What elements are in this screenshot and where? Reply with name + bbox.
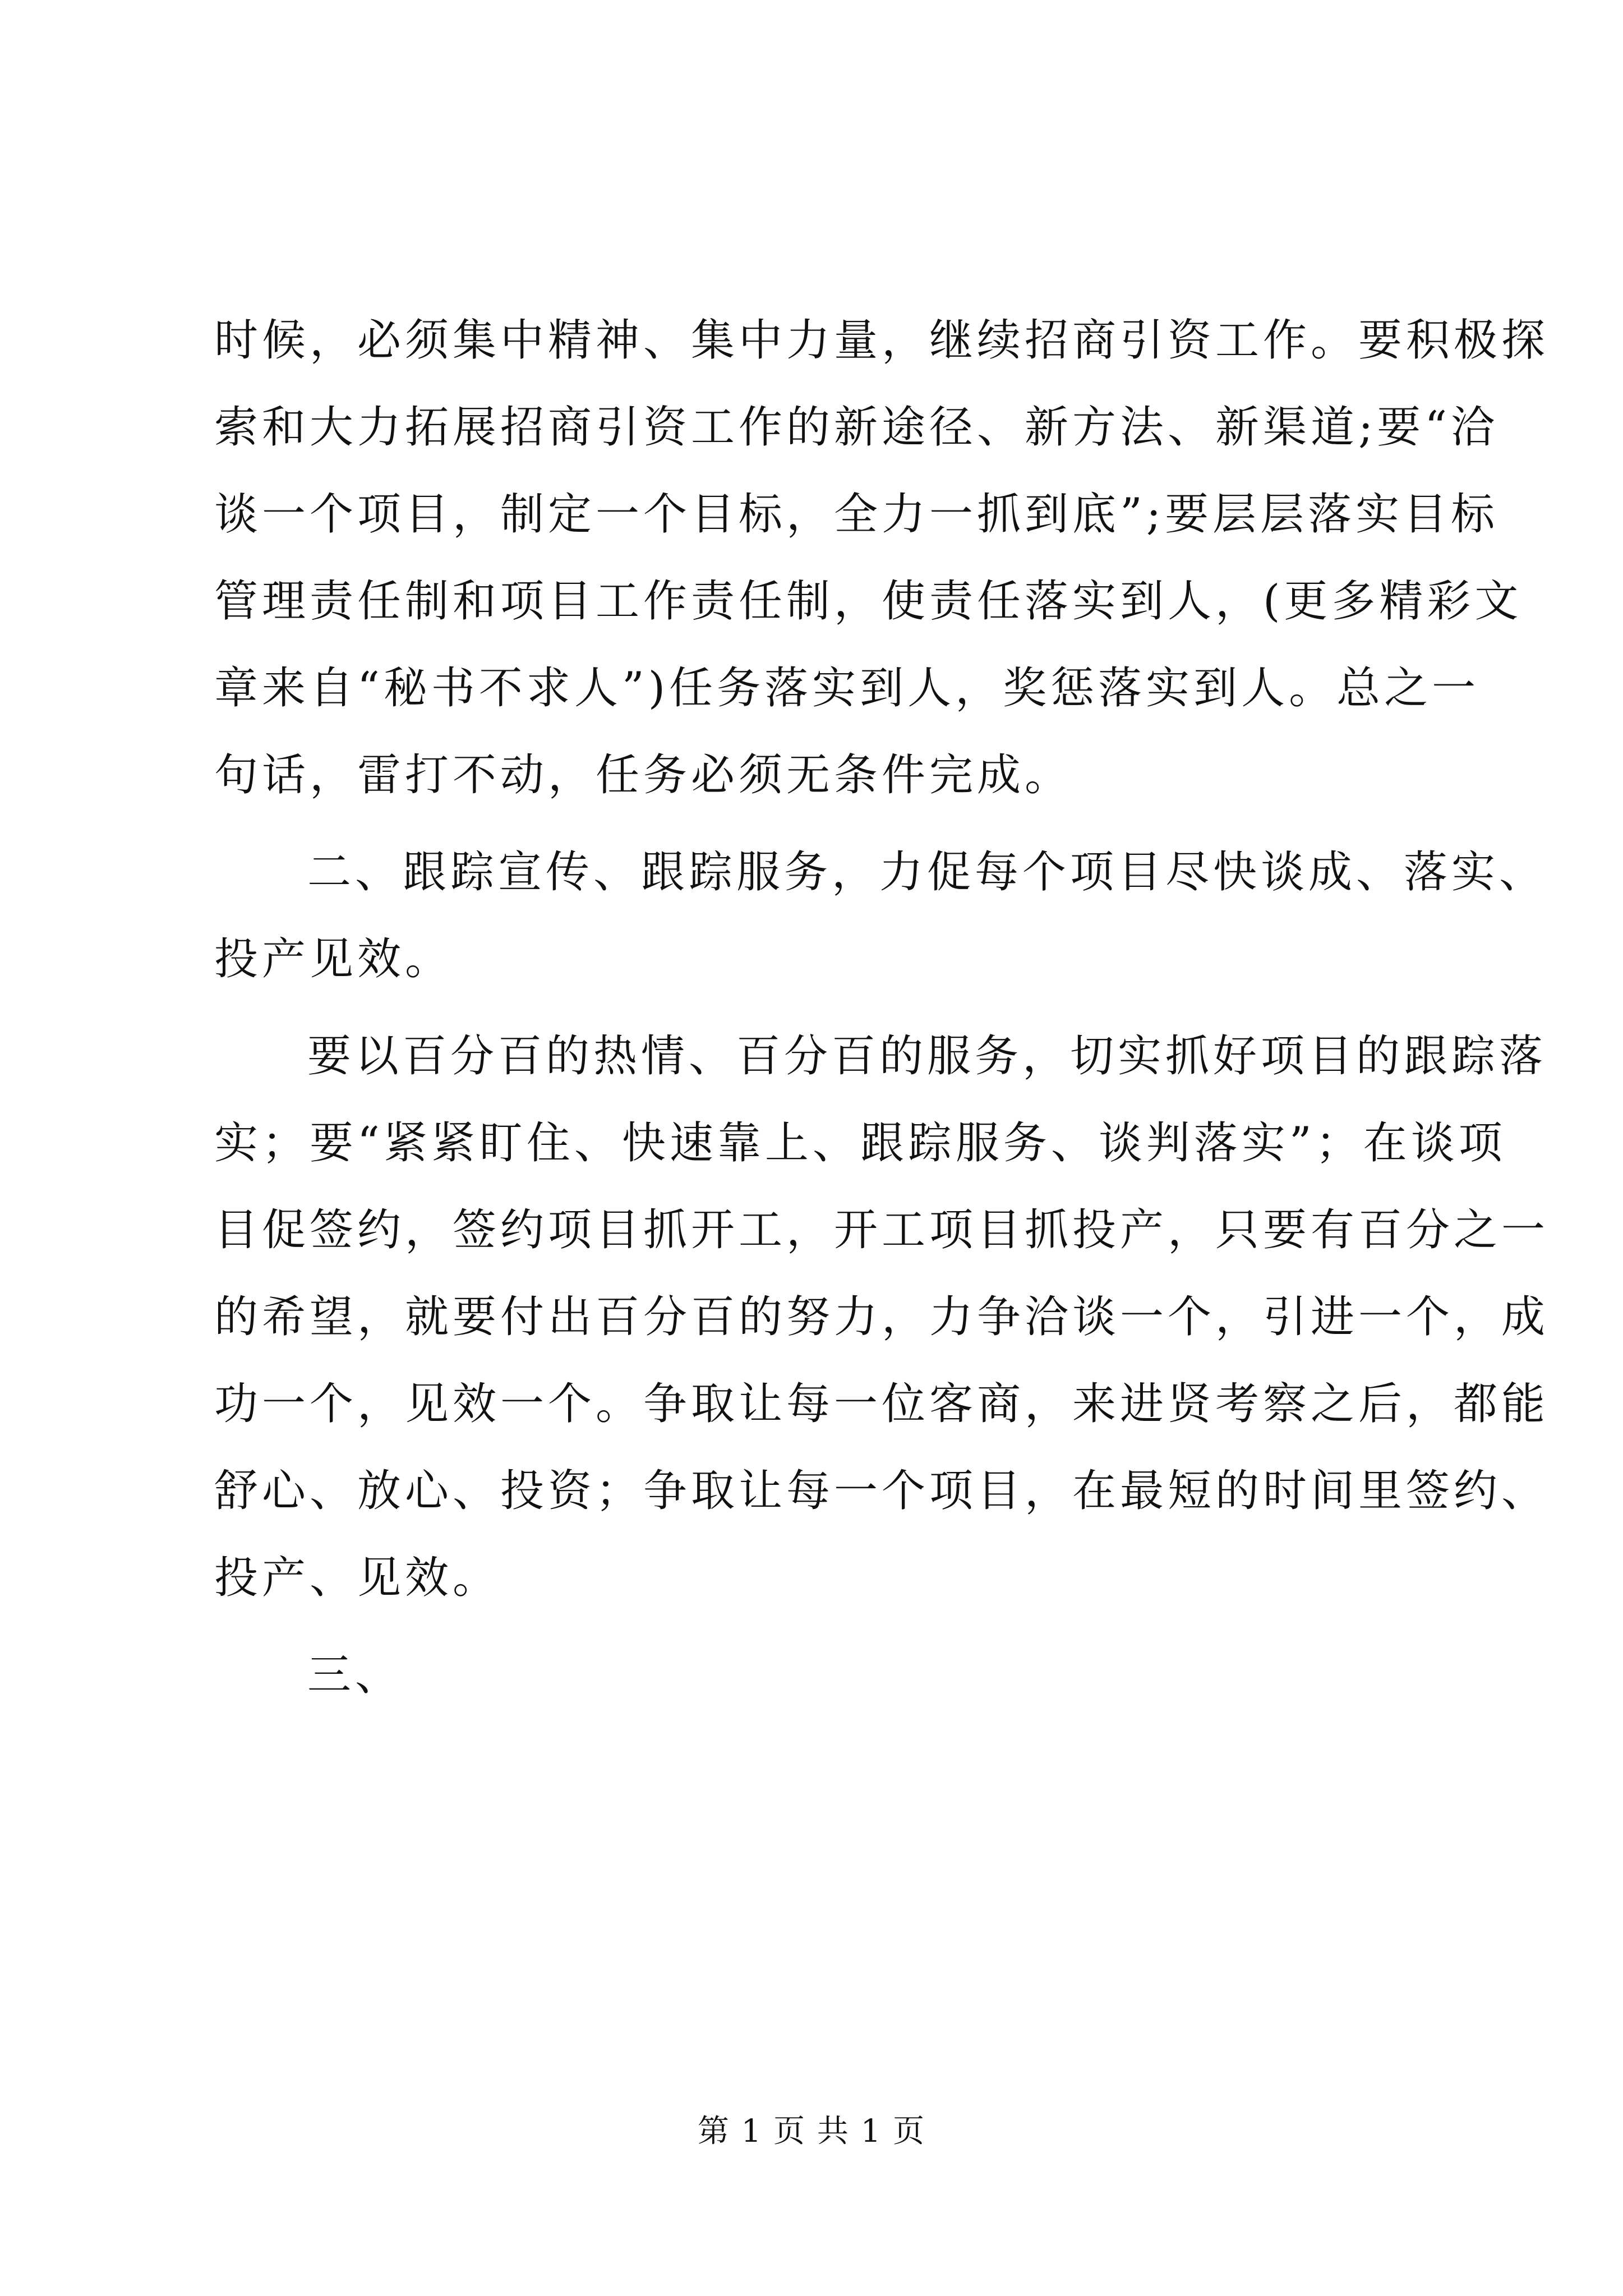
section-heading-2 xyxy=(214,829,1547,1003)
text-line: 章来自“秘书不求人”)任务落实到人，奖惩落实到人。总之一 xyxy=(214,663,1480,714)
paragraph-2 xyxy=(214,1013,1550,1622)
heading-line: 投产见效。 xyxy=(214,934,453,984)
paragraph-1 xyxy=(214,297,1550,819)
document-body xyxy=(214,297,1550,1719)
text-line: 管理责任制和项目工作责任制，使责任落实到人，(更多精彩文 xyxy=(214,576,1523,627)
text-line: 功一个，见效一个。争取让每一位客商，来进贤考察之后，都能 xyxy=(214,1379,1550,1429)
heading-line: 二、跟踪宣传、跟踪服务，力促每个项目尽快谈成、落实、 xyxy=(307,847,1547,898)
text-line: 谈一个项目，制定一个目标，全力一抓到底”;要层层落实目标 xyxy=(214,489,1499,540)
section-heading-3 xyxy=(214,1632,1412,1719)
text-line: 要以百分百的热情、百分百的服务，切实抓好项目的跟踪落 xyxy=(307,1031,1547,1082)
text-line: 目促签约，签约项目抓开工，开工项目抓投产，只要有百分之一 xyxy=(214,1205,1550,1255)
heading-line: 三、 xyxy=(307,1650,403,1700)
text-line: 的希望，就要付出百分百的努力，力争洽谈一个，引进一个，成 xyxy=(214,1292,1550,1342)
text-line: 实；要“紧紧盯住、快速靠上、跟踪服务、谈判落实”；在谈项 xyxy=(214,1118,1506,1168)
text-line: 句话，雷打不动，任务必须无条件完成。 xyxy=(214,750,1073,800)
text-line: 舒心、放心、投资；争取让每一个项目，在最短的时间里签约、 xyxy=(214,1466,1550,1516)
text-line: 投产、见效。 xyxy=(214,1553,501,1603)
text-line: 时候，必须集中精神、集中力量，继续招商引资工作。要积极探 xyxy=(214,315,1550,366)
text-line: 索和大力拓展招商引资工作的新途径、新方法、新渠道;要“洽 xyxy=(214,402,1499,453)
page-footer: 第 1 页 共 1 页 xyxy=(697,2113,926,2150)
